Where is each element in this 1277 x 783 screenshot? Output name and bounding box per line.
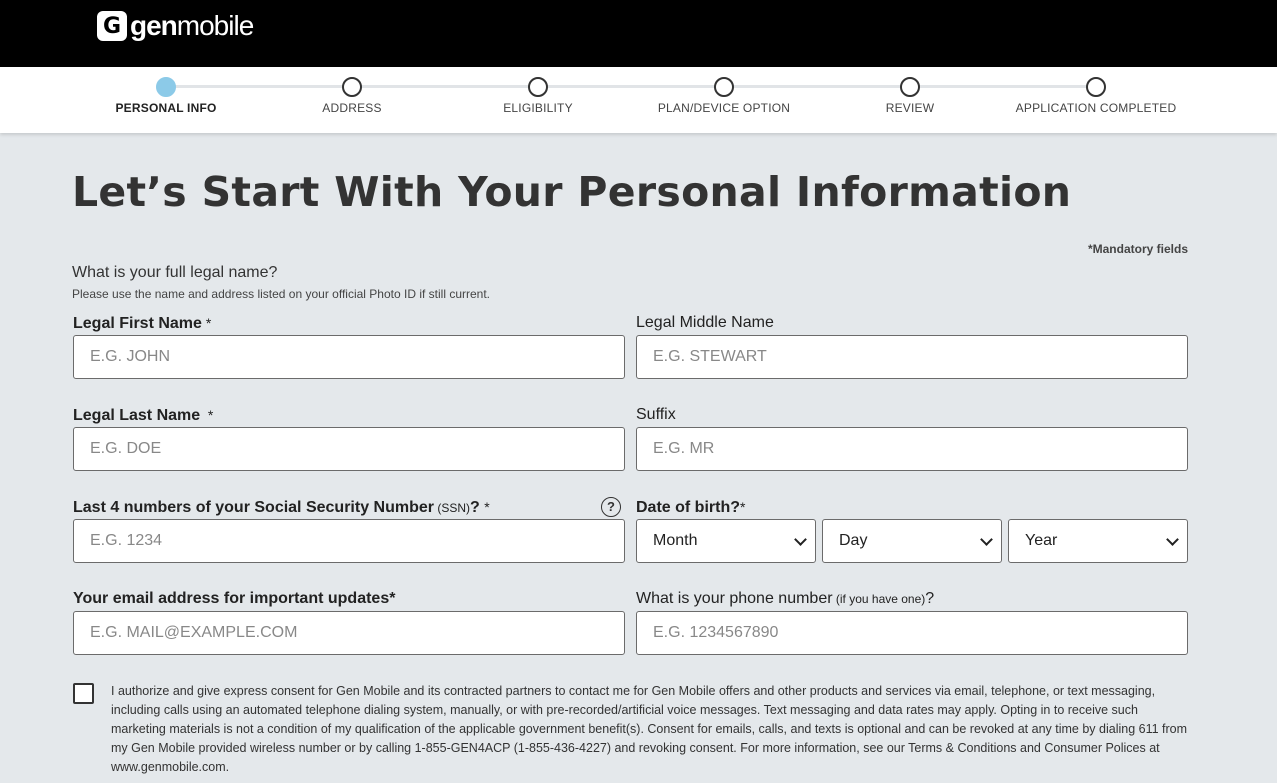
step-dot [900,77,920,97]
email-label: Your email address for important updates* [73,590,396,607]
consent-text: I authorize and give express consent for Gen Mobile and its contracted partners to contact me for Gen Mobile offers and other products and services via email, telephone, or text messaging, including calls using an automated telephone dialing system, manually, or with pre-recorded/artificial voice messages. Text messaging and data rates may apply. Opting in to receive such marketing materials is not a condition of my qualification of the applicable government benefit(s). Consent for emails, calls, and texts is optional and can be revoked at any time by dialing 611 from my Gen Mobile provided wireless number or by calling 1-855-GEN4ACP (1-855-436-4227) and revoking consent. For more information, see our Terms & Conditions and Consumer Polices at www.genmobile.com. [111,684,1188,774]
logo-wordmark: genmobile [130,10,254,41]
middle-name-input[interactable] [636,335,1188,379]
last-name-group [73,405,625,471]
step-dot [1086,77,1106,97]
step-application-completed [996,67,1196,115]
middle-name-label: Legal Middle Name [636,314,774,331]
name-hint: Please use the name and address listed on your official Photo ID if still current. [72,287,491,301]
logo-g-icon: G [97,11,127,41]
chevron-down-icon [1166,533,1179,546]
consent-block [73,682,1188,777]
email-input[interactable] [73,611,625,655]
dob-selects [636,519,1188,563]
middle-name-group [636,313,1188,379]
chevron-down-icon [980,533,993,546]
step-personal-info [66,67,266,115]
dob-month-select[interactable]: Month [636,519,816,563]
step-dot [342,77,362,97]
step-address [252,67,452,115]
step-label: REVIEW [885,101,935,115]
last-name-input[interactable] [73,427,625,471]
progress-stepper [0,67,1277,133]
mandatory-note: *Mandatory fields [1087,242,1188,256]
phone-input[interactable] [636,611,1188,655]
ssn-group [73,497,625,563]
dob-year-select[interactable]: Year [1008,519,1188,563]
ssn-label: Last 4 numbers of your Social Security Number (SSN)? * ? [73,497,625,519]
step-dot [156,77,176,97]
first-name-input[interactable] [73,335,625,379]
name-question: What is your full legal name? [72,264,278,281]
suffix-label: Suffix [636,406,676,423]
dob-label: Date of birth?* [636,499,746,516]
top-header [0,0,1277,67]
step-dot [528,77,548,97]
brand-logo[interactable] [97,11,253,41]
first-name-label: Legal First Name * [73,315,212,332]
ssn-input[interactable] [73,519,625,563]
step-plan-device-option [624,67,824,115]
step-eligibility [438,67,638,115]
step-label: PLAN/DEVICE OPTION [657,101,791,115]
step-review [810,67,1010,115]
phone-group [636,589,1188,655]
step-label: ADDRESS [322,101,382,115]
step-label: APPLICATION COMPLETED [1015,101,1177,115]
suffix-group [636,405,1188,471]
step-label: ELIGIBILITY [503,101,573,115]
phone-label: What is your phone number (if you have one)? [636,590,935,607]
step-dot [714,77,734,97]
help-icon[interactable]: ? [601,497,621,517]
first-name-group [73,313,625,379]
dob-day-select[interactable]: Day [822,519,1002,563]
step-label: PERSONAL INFO [115,101,217,115]
consent-checkbox[interactable] [73,683,94,704]
chevron-down-icon [794,533,807,546]
dob-group [636,497,1188,563]
page-title: Let’s Start With Your Personal Information [72,168,1072,216]
email-group [73,589,625,655]
last-name-label: Legal Last Name * [73,407,214,424]
suffix-input[interactable] [636,427,1188,471]
